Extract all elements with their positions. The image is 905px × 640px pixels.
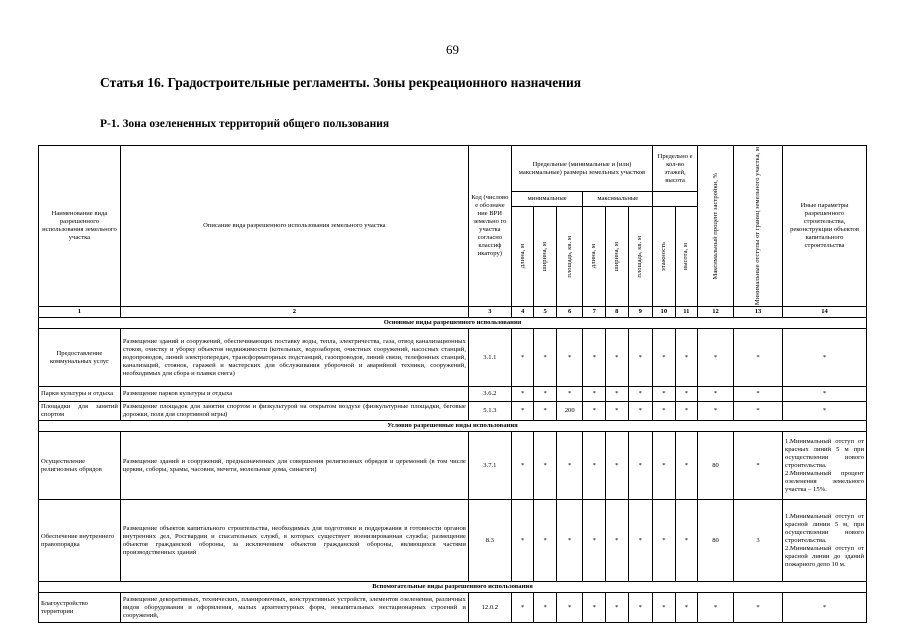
row-value: * [675,593,698,623]
row-value: * [733,387,782,402]
section-main-title: Основные виды разрешенного использования [39,318,867,329]
zone-title: Р-1. Зона озелененных территорий общего пользования [100,118,390,130]
row-value: * [534,593,557,623]
row-value: * [733,432,782,500]
row-value: * [733,329,782,387]
row-value: * [783,402,867,421]
row-value: * [583,500,606,582]
header-width-max [606,206,629,306]
row-code: 12.0.2 [468,593,511,623]
header-code: Код (числово е обозначе ние ВРИ земельно го участка согласно классиф икатору) [468,146,511,307]
article-title: Статья 16. Градостроительные регламенты. Зоны рекреационного назначения [100,75,582,90]
row-value: * [511,329,534,387]
row-value: * [628,329,653,387]
row-value: * [698,402,734,421]
col-num: 4 [511,307,534,318]
header-width [534,206,557,306]
row-code: 8.3 [468,500,511,582]
section-conditional-title: Условно разрешенные виды использования [39,421,867,432]
col-num: 6 [556,307,583,318]
row-value: * [583,402,606,421]
row-value: * [698,593,734,623]
row-value: * [534,402,557,421]
row-value: * [698,387,734,402]
row-value: * [783,329,867,387]
header-maximal: максимальные [583,192,653,207]
row-description: Размещение зданий и сооружений, предназначенных для совершения религиозных обрядов и церемоний (в том числе церкви, соборы, храмы, часовни, мечети, молельные дома, синагоги) [120,432,468,500]
row-value: * [556,432,583,500]
row-name: Благоустройство территории [39,593,121,623]
row-value: * [556,329,583,387]
row-value: * [583,329,606,387]
row-value: * [511,387,534,402]
section-row-auxiliary [39,582,867,593]
row-value: * [675,402,698,421]
row-other-params: 1.Минимальный отступ от красных линий 5 м при осуществлении нового строительства. 2.Минимальный процент озеленения земельного участка – 15%. [783,432,867,500]
row-value: * [628,402,653,421]
header-storeys-text: этажность [659,241,667,272]
header-area-text: площадь, кв. м [565,235,573,278]
row-value: * [534,432,557,500]
row-value: * [628,432,653,500]
table-row [39,500,867,582]
row-value: 80 [698,432,734,500]
header-area-max [628,206,653,306]
header-width-max-text: ширина, м [612,241,620,272]
row-value: * [653,593,676,623]
row-name: Осуществление религиозных обрядов [39,432,121,500]
header-height-text: высота, м [682,243,690,271]
col-num: 12 [698,307,734,318]
row-value: * [698,329,734,387]
row-value: * [653,402,676,421]
row-code: 3.1.1 [468,329,511,387]
col-num: 2 [120,307,468,318]
row-value: * [675,500,698,582]
row-value: * [606,593,629,623]
col-num: 5 [534,307,557,318]
header-sizes: Предельные (минимальные и (или) максимальные) размеры земельных участков [511,146,652,192]
row-value: * [783,387,867,402]
row-code: 3.7.1 [468,432,511,500]
row-value: * [675,432,698,500]
header-minimal: минимальные [511,192,583,207]
col-num: 13 [733,307,782,318]
row-value: 3 [733,500,782,582]
header-area [556,206,583,306]
row-value: * [556,500,583,582]
row-other-params: 1.Минимальный отступ от красной линии 5 м, при осуществлении нового строительства. 2.Минимальный отступ от красной линии до зданий пожарного депо 10 м. [783,500,867,582]
col-num: 14 [783,307,867,318]
row-value: * [783,593,867,623]
header-length-max-text: длина, м [590,244,598,269]
col-num: 9 [628,307,653,318]
row-value: * [628,387,653,402]
section-row-conditional [39,421,867,432]
row-description: Размещение декоративных, технических, планировочных, конструктивных устройств, элементов озеленения, различных видов оборудования и оформления, малых архитектурных форм, некапитальных нестационарных строений и сооружений, [120,593,468,623]
row-value: * [733,402,782,421]
row-description: Размещение объектов капитального строительства, необходимых для подготовки и поддержания в готовности органов внутренних дел, Росгвардии и спасательных служб, в которых существует военизированная служба; размещение объектов гражданской обороны, за исключением объектов гражданской обороны, являющихся частями производственных зданий [120,500,468,582]
row-value: * [556,387,583,402]
row-description: Размещение площадок для занятия спортом и физкультурой на открытом воздухе (физкультурные площадки, беговые дорожки, поля для спортивной игры) [120,402,468,421]
col-num: 3 [468,307,511,318]
row-value: * [606,402,629,421]
row-name: Парки культуры и отдыха [39,387,121,402]
row-value: * [733,593,782,623]
col-num: 11 [675,307,698,318]
row-value: * [653,500,676,582]
row-value: * [675,387,698,402]
header-max-percent [698,146,734,307]
header-length-text: длина, м [518,244,526,269]
row-value: * [511,500,534,582]
section-auxiliary-title: Вспомогательные виды разрешенного использования [39,582,867,593]
row-value: * [583,432,606,500]
row-value: * [511,402,534,421]
row-value: * [628,593,653,623]
header-other: Иные параметры разрешенного строительства, реконструкции объектов капитального строительства [783,146,867,307]
row-value: * [534,329,557,387]
header-width-text: ширина, м [541,241,549,272]
header-min-setback-text: Минимальные отступы от границ земельного участка, м [753,147,761,306]
row-value: 80 [698,500,734,582]
row-value: * [606,500,629,582]
row-value: * [653,329,676,387]
table-row [39,387,867,402]
header-height [675,206,698,306]
column-numbers-row [39,307,867,318]
row-value: * [606,329,629,387]
col-num: 7 [583,307,606,318]
row-code: 5.1.3 [468,402,511,421]
header-length-max [583,206,606,306]
col-num: 10 [653,307,676,318]
row-code: 3.6.2 [468,387,511,402]
table-row [39,432,867,500]
row-value: * [653,387,676,402]
row-description: Размещение парков культуры и отдыха [120,387,468,402]
header-floors-spacer [653,192,698,207]
header-row-1 [39,146,867,192]
header-floors: Предельно е кол-во этажей, высота [653,146,698,192]
header-description: Описание вида разрешенного использования земельного участка [120,146,468,307]
row-value: * [511,432,534,500]
row-value: * [628,500,653,582]
row-value: * [675,329,698,387]
header-storeys [653,206,676,306]
row-value: * [583,387,606,402]
row-value: * [534,500,557,582]
header-min-setback [733,146,782,307]
page-number: 69 [446,42,459,57]
row-value: * [583,593,606,623]
row-value: * [511,593,534,623]
row-description: Размещение зданий и сооружений, обеспечивающих поставку воды, тепла, электричества, газа, отвод канализационных стоков, очистку и уборку объектов недвижимости (котельных, водозаборов, очистных сооружений, насосных станций, водопроводов, линий электропередач, трансформаторных подстанций, газопроводов, линий связи, телефонных станций, канализаций, стоянок, гаражей и мастерских для обслуживания уборочной и аварийной техники, сооружений, необходимых для сбора и плавки снега) [120,329,468,387]
header-length [511,206,534,306]
row-value: * [653,432,676,500]
zoning-regulations-table [38,145,867,623]
col-num: 8 [606,307,629,318]
header-area-max-text: площадь, кв. м [636,235,644,278]
row-name: Обеспечение внутреннего правопорядка [39,500,121,582]
section-row-main [39,318,867,329]
row-value: * [606,432,629,500]
row-value: * [534,387,557,402]
col-num: 1 [39,307,121,318]
row-value: * [606,387,629,402]
table-row [39,402,867,421]
header-name: Наименование вида разрешенного использования земельного участка [39,146,121,307]
row-name: Предоставление коммунальных услуг [39,329,121,387]
table-row [39,329,867,387]
row-value: 200 [556,402,583,421]
header-max-percent-text: Максимальный процент застройки, % [711,172,719,280]
row-value: * [556,593,583,623]
row-name: Площадки для занятий спортом [39,402,121,421]
table-row [39,593,867,623]
